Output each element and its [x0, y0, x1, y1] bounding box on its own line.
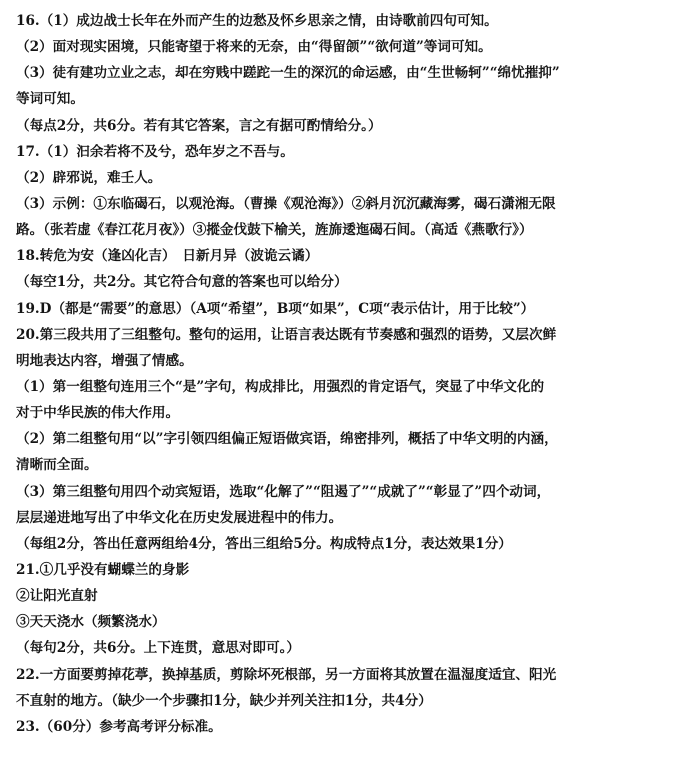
q22-answer: 22.一方面要剪掉花葶，换掉基质，剪除坏死根部，另一方面将其放置在温湿度适宜、阳光 [16, 666, 557, 683]
q21-item1: 21.①几乎没有蝴蝶兰的身影 [16, 561, 190, 578]
q19-answer: 19.D（都是“需要”的意思）（A项“希望”，B项“如果”，C项“表示估计，用于比较”） [16, 300, 535, 317]
q17-part1: 17.（1）汩余若将不及兮，恐年岁之不吾与。 [16, 143, 294, 160]
q18-answer: 18.转危为安（逢凶化吉） 日新月异（波诡云谲） [16, 248, 319, 265]
q21-item3: ③天天浇水（频繁浇水） [16, 614, 166, 631]
q17-part3-cont: 路。（张若虚《春江花月夜》）③摐金伐鼓下榆关，旌旆逶迤碣石间。（高适《燕歌行》） [16, 222, 533, 239]
q21-scoring: （每句2分，共6分。上下连贯，意思对即可。） [16, 640, 300, 657]
q17-part3: （3）示例：①东临碣石，以观沧海。（曹操《观沧海》）②斜月沉沉藏海雾，碣石潇湘无限 [16, 195, 556, 212]
q20-part3-cont: 层层递进地写出了中华文化在历史发展进程中的伟力。 [16, 509, 343, 526]
q20-intro-cont: 明地表达内容，增强了情感。 [16, 352, 193, 369]
q20-scoring: （每组2分，答出任意两组给4分，答出三组给5分。构成特点1分，表达效果1分） [16, 535, 512, 552]
q17-part2: （2）辟邪说，难壬人。 [16, 169, 162, 186]
q23-answer: 23.（60分）参考高考评分标准。 [16, 718, 222, 735]
q22-answer-cont: 不直射的地方。（缺少一个步骤扣1分，缺少并列关注扣1分，共4分） [16, 692, 432, 709]
q20-part1-cont: 对于中华民族的伟大作用。 [16, 405, 180, 422]
q20-part2: （2）第二组整句用“以”字引领四组偏正短语做宾语，绵密排列，概括了中华文明的内涵， [16, 431, 558, 448]
q20-part1: （1）第一组整句连用三个“是”字句，构成排比，用强烈的肯定语气，突显了中华文化的 [16, 378, 545, 395]
q16-part1: 16.（1）成边战士长年在外而产生的边愁及怀乡思亲之情，由诗歌前四句可知。 [16, 13, 498, 29]
q16-part3-cont: 等词可知。 [16, 91, 84, 108]
q20-intro: 20.第三段共用了三组整句。整句的运用，让语言表达既有节奏感和强烈的语势，又层次鲜 [16, 326, 557, 343]
q16-part2: （2）面对现实困境，只能寄望于将来的无奈，由“得留颌”“欲何道”等词可知。 [16, 39, 492, 56]
q21-item2: ②让阳光直射 [16, 588, 98, 605]
q20-part3: （3）第三组整句用四个动宾短语，选取“化解了”“阻遏了”“成就了”“彰显了”四个动词， [16, 483, 551, 500]
q16-scoring: （每点2分，共6分。若有其它答案，言之有据可酌情给分。） [16, 117, 382, 134]
q18-scoring: （每空1分，共2分。其它符合句意的答案也可以给分） [16, 274, 348, 291]
q16-part3: （3）徒有建功立业之志，却在穷贱中蹉跎一生的深沉的命运感，由“生世畅轲”“绵忧摧抑” [16, 65, 560, 82]
q20-part2-cont: 清晰而全面。 [16, 457, 98, 474]
